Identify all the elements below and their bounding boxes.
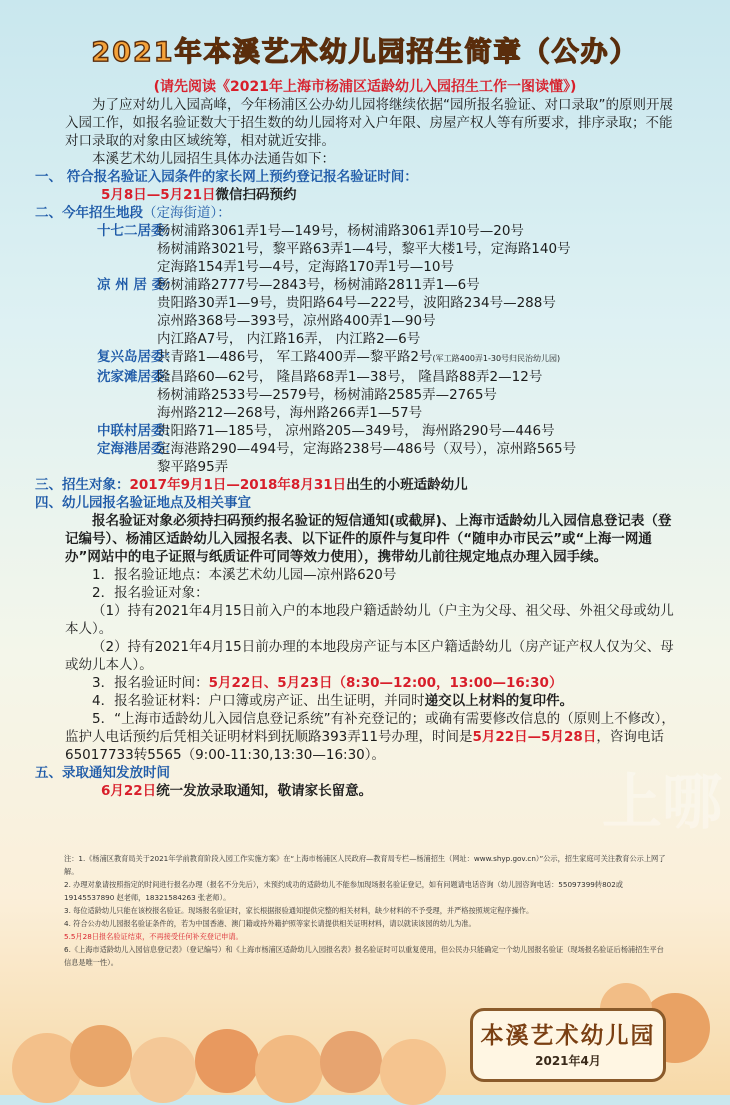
district-row: 十七二居委： 杨树浦路3061弄1号—149号，杨树浦路3061弄10号—20号 杨树浦路3021号，黎平路63弄1—4号，黎平大楼1号，定海路140号 定海路154弄1号—4号，定海路170弄1号—10号 <box>97 223 571 275</box>
section-4-item-5: 5．“上海市适龄幼儿入园信息登记系统”有补充登记的；或确有需要修改信息的（原则上不修改），监护人电话预约后凭相关证明材料到抚顺路393弄11号办理，时间是5月22日—5月28日，咨询电话65017733转5565（9:00-11:30,13:30—16:30）。 <box>65 711 675 763</box>
section-1-heading: 一、 符合报名验证入园条件的家长网上预约登记报名验证时间： <box>35 169 418 185</box>
intro-paragraph: 为了应对幼儿入园高峰，今年杨浦区公办幼儿园将继续依据“园所报名验证、对口录取”的原则开展入园工作，如报名验证数大于招生数的幼儿园将对入户年限、房屋产权人等有所要求，排序录取；不能对口录取的对象由区域统筹，相对就近安排。 <box>65 97 673 149</box>
section-4-requirements: 报名验证对象必须持扫码预约报名验证的短信通知(或截屏)、上海市适龄幼儿入园信息登记表（登记编号）、杨浦区适龄幼儿入园报名表、以下证件的原件与复印件（“随申办市民云”或“上海一网通办”网站中的电子证照与纸质证件可同等效力使用），携带幼儿前往规定地点办理入园手续。 <box>65 513 672 565</box>
logo-date: 2021年4月 <box>535 1054 601 1068</box>
footnote: 4. 符合公办幼儿园报名验证条件的，若为中国香港、澳门籍或持外籍护照等家长请提供相关证明材料，请以就读该园的幼儿为准。 <box>64 919 476 928</box>
child-figure <box>320 1031 382 1093</box>
section-5-heading: 五、录取通知发放时间 <box>35 765 170 781</box>
main-content <box>35 96 675 800</box>
child-figure <box>70 1025 132 1087</box>
section-4-heading: 四、幼儿园报名验证地点及相关事宜 <box>35 495 251 511</box>
footnote: 2. 办理对象请按照指定的时间进行报名办理（报名不分先后），未预约成功的适龄幼儿不能参加现场报名验证登记，如有问题请电话咨询（幼儿园咨询电话：55097399转802或 19145537890 赵老师，18321584263 张老师）。 <box>64 880 623 902</box>
section-4-item-1: 1．报名验证地点：本溪艺术幼儿园—凉州路620号 <box>92 567 397 583</box>
section-4-item-2a: （1）持有2021年4月15日前入户的本地段户籍适龄幼儿（户主为父母、祖父母、外祖父母或幼儿本人）。 <box>65 603 674 637</box>
section-1-body: 5月8日—5月21日微信扫码预约 <box>101 187 297 203</box>
section-4-item-2: 2．报名验证对象： <box>92 585 209 601</box>
child-figure <box>130 1037 196 1103</box>
watermark: 上哪 <box>602 768 722 838</box>
footnotes <box>64 852 668 969</box>
district-row: 凉 州 居 委： 杨树浦路2777号—2843号，杨树浦路2811弄1—6号 贵阳路30弄1—9号，贵阳路64号—222号，波阳路234号—288号 凉州路368号—393号，凉州路400弄1—90号 内江路A7号， 内江路16弄， 内江路2—6号 <box>97 277 556 347</box>
section-4-item-4: 4．报名验证材料：户口簿或房产证、出生证明，并同时递交以上材料的复印件。 <box>92 693 574 709</box>
section-4-item-2b: （2）持有2021年4月15日前办理的本地段房产证与本区户籍适龄幼儿（房产证产权人仅为父、母或幼儿本人）。 <box>65 639 674 673</box>
footnote: 3. 每位适龄幼儿只能在该校报名验证。现场报名验证时，家长根据报验通知提供完整的相关材料，缺少材料的不予受理，并严格按照规定程序操作。 <box>64 906 534 915</box>
district-row: 复兴岛居委： 共青路1—486号， 军工路400弄—黎平路2号(军工路400弄1-30号归民治幼儿园) <box>97 349 561 365</box>
district-list <box>65 222 675 476</box>
footnote: 6.《上海市适龄幼儿入园信息登记表》（登记编号）和《上海市杨浦区适龄幼儿入园报名表》报名验证时可以重复使用，但公民办只能确定一个幼儿园报名验证（现场报名验证后杨浦招生平台信息是唯一性）。 <box>64 945 664 967</box>
footnote: 5.5月28日报名验证结束，不再接受任何补充登记申请。 <box>64 932 243 941</box>
section-3: 三、招生对象：2017年9月1日—2018年8月31日出生的小班适龄幼儿 <box>35 477 468 493</box>
page-subtitle[interactable]: (请先阅读《2021年上海市杨浦区适龄幼儿入园招生工作一图读懂》) <box>153 79 577 95</box>
intro-notice: 本溪艺术幼儿园招生具体办法通告如下： <box>92 151 335 167</box>
section-4-item-3: 3．报名验证时间：5月22日、5月23日（8:30—12:00，13:00—16:30） <box>92 675 563 691</box>
section-2-heading: 二、今年招生地段（定海街道）： <box>35 205 231 221</box>
district-row: 沈家滩居委： 隆昌路60—62号， 隆昌路68弄1—38号， 隆昌路88弄2—12号 杨树浦路2533号—2579号，杨树浦路2585弄—2765号 海州路212—268号，海州路266弄1—57号 <box>97 369 543 421</box>
logo-name: 本溪艺术幼儿园 <box>480 1023 656 1049</box>
district-row: 中联村居委： 贵阳路71—185号， 凉州路205—349号， 海州路290号—446号 <box>97 423 555 439</box>
child-figure <box>255 1035 323 1103</box>
footnote: 注：1.《杨浦区教育局关于2021年学前教育阶段入园工作实施方案》在“上海市杨浦区人民政府—教育局专栏—杨浦招生（网址：www.shyp.gov.cn）”公示，招生家庭可关注教育公示上网了解。 <box>64 854 666 876</box>
page-title: 2021年本溪艺术幼儿园招生简章（公办） <box>91 37 639 68</box>
district-row: 定海港居委： 定海港路290—494号，定海路238号—486号（双号），凉州路565号 黎平路95弄 <box>97 441 577 475</box>
child-figure <box>195 1029 259 1093</box>
kindergarten-logo <box>470 1008 666 1082</box>
child-figure <box>380 1039 446 1105</box>
section-5-body: 6月22日统一发放录取通知，敬请家长留意。 <box>101 783 373 799</box>
